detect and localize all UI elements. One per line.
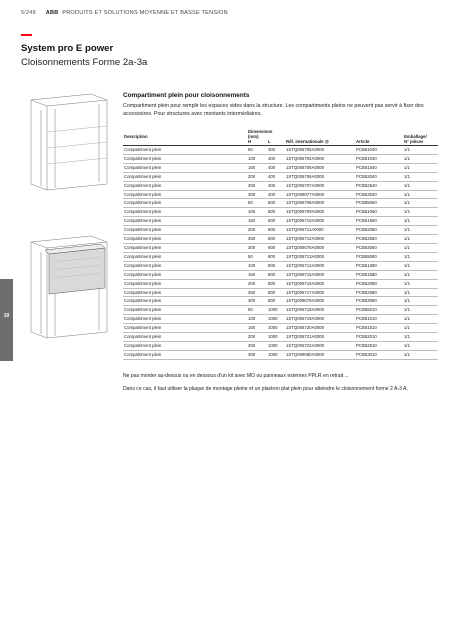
cell-ref: 1STQ009078A0000 — [285, 243, 355, 252]
cell-h: 200 — [247, 333, 267, 342]
cell-article: PCB52060 — [355, 226, 403, 235]
cell-h: 300 — [247, 297, 267, 306]
cell-description: Compartiment plein — [123, 270, 247, 279]
table-row — [123, 146, 438, 155]
cell-h: 250 — [247, 181, 267, 190]
cell-description: Compartiment plein — [123, 163, 247, 172]
cell-article: PCB53040 — [355, 190, 403, 199]
cell-l: 1000 — [267, 350, 285, 359]
cell-l: 400 — [267, 154, 285, 163]
cell-l: 1000 — [267, 306, 285, 315]
table-row — [123, 288, 438, 297]
cell-description: Compartiment plein — [123, 181, 247, 190]
section-name: PRODUITS ET SOLUTIONS MOYENNE ET BASSE TENSION — [62, 10, 228, 16]
cell-l: 600 — [267, 199, 285, 208]
cabinet-mounting-rails — [41, 104, 99, 188]
header-packaging: Emballage/ — [404, 134, 427, 139]
cell-description: Compartiment plein — [123, 350, 247, 359]
page-number: 5/248 — [21, 10, 36, 16]
table-row — [123, 252, 438, 261]
table-row — [123, 324, 438, 333]
note-alternative: Dans ce cas, il faut utiliser la plaque de montage pleine et un plastron plat plein pour atteindre le cloisonnement forme 2 A-3 A. — [123, 386, 408, 392]
cell-article: PCB52010 — [355, 333, 403, 342]
cell-l: 600 — [267, 217, 285, 226]
chapter-tab — [0, 279, 13, 361]
header-description: Description — [124, 134, 148, 139]
cell-article: PCB52580 — [355, 288, 403, 297]
cell-packaging: 1/1 — [403, 154, 438, 163]
cell-packaging: 1/1 — [403, 146, 438, 155]
cell-packaging: 1/1 — [403, 208, 438, 217]
cell-packaging: 1/1 — [403, 324, 438, 333]
cell-ref: 1STQ009080A0000 — [285, 350, 355, 359]
header-article: Article — [355, 139, 403, 146]
cell-article: PCB55010 — [355, 306, 403, 315]
cell-article: PCB53060 — [355, 243, 403, 252]
page-subtitle: Cloisonnements Forme 2a-3a — [21, 57, 148, 68]
cell-h: 250 — [247, 341, 267, 350]
cell-packaging: 1/1 — [403, 243, 438, 252]
cell-ref: 1STQ006719A0000 — [285, 315, 355, 324]
accent-bar — [21, 34, 32, 36]
cell-l: 1000 — [267, 333, 285, 342]
table-row — [123, 172, 438, 181]
cell-ref: 1STQ006711A0000 — [285, 226, 355, 235]
table-row — [123, 199, 438, 208]
page-header — [21, 10, 228, 16]
cell-packaging: 1/1 — [403, 235, 438, 244]
product-table — [123, 129, 438, 360]
cell-l: 400 — [267, 146, 285, 155]
cell-description: Compartiment plein — [123, 217, 247, 226]
cell-ref: 1STQ006707A0000 — [285, 181, 355, 190]
cell-description: Compartiment plein — [123, 252, 247, 261]
table-row — [123, 315, 438, 324]
cell-h: 300 — [247, 350, 267, 359]
cell-packaging: 1/1 — [403, 163, 438, 172]
cell-packaging: 1/1 — [403, 270, 438, 279]
cell-l: 400 — [267, 163, 285, 172]
cell-ref: 1STQ006706A0000 — [285, 172, 355, 181]
header-l: L — [267, 139, 285, 146]
cell-h: 150 — [247, 324, 267, 333]
header-h: H — [247, 139, 267, 146]
cell-ref: 1STQ006714A0000 — [285, 261, 355, 270]
compartment-panel — [45, 244, 105, 294]
cell-packaging: 1/1 — [403, 226, 438, 235]
cell-description: Compartiment plein — [123, 315, 247, 324]
cell-description: Compartiment plein — [123, 235, 247, 244]
header-dimensions: Dimensions (mm) — [248, 129, 273, 139]
cell-description: Compartiment plein — [123, 199, 247, 208]
cell-h: 100 — [247, 261, 267, 270]
table-header-row-1 — [123, 129, 438, 139]
cell-h: 150 — [247, 217, 267, 226]
cell-description: Compartiment plein — [123, 154, 247, 163]
cell-l: 400 — [267, 172, 285, 181]
cabinet-illustration — [21, 92, 111, 342]
cell-article: PCB51040 — [355, 146, 403, 155]
table-row — [123, 243, 438, 252]
table-row — [123, 341, 438, 350]
cell-article: PCB51580 — [355, 270, 403, 279]
cell-h: 50 — [247, 146, 267, 155]
table-row — [123, 217, 438, 226]
cell-ref: 1STQ006717A0000 — [285, 288, 355, 297]
cell-l: 1000 — [267, 341, 285, 350]
table-row — [123, 279, 438, 288]
cell-ref: 1STQ006718A0000 — [285, 306, 355, 315]
cell-l: 600 — [267, 208, 285, 217]
table-row — [123, 235, 438, 244]
header-ref: Réf. internationale @ — [285, 139, 355, 146]
cell-article: PCB55060 — [355, 199, 403, 208]
cell-article: PCB53010 — [355, 350, 403, 359]
cell-ref: 1STQ006722A0000 — [285, 341, 355, 350]
cell-ref: 1STQ006715A0000 — [285, 270, 355, 279]
cell-h: 200 — [247, 226, 267, 235]
table-row — [123, 261, 438, 270]
cell-article: PCB55080 — [355, 252, 403, 261]
cell-h: 200 — [247, 172, 267, 181]
cell-description: Compartiment plein — [123, 288, 247, 297]
cell-packaging: 1/1 — [403, 288, 438, 297]
table-row — [123, 350, 438, 359]
cell-l: 600 — [267, 235, 285, 244]
cell-packaging: 1/1 — [403, 261, 438, 270]
cabinet-frame-upper — [31, 94, 107, 190]
cell-h: 200 — [247, 279, 267, 288]
cabinet-frame-edges — [31, 100, 107, 190]
cell-description: Compartiment plein — [123, 333, 247, 342]
cell-description: Compartiment plein — [123, 146, 247, 155]
cell-ref: 1STQ006705A0000 — [285, 163, 355, 172]
cell-l: 400 — [267, 190, 285, 199]
cell-description: Compartiment plein — [123, 341, 247, 350]
table-row — [123, 333, 438, 342]
cell-l: 800 — [267, 279, 285, 288]
cell-packaging: 1/1 — [403, 217, 438, 226]
table-row — [123, 181, 438, 190]
cell-h: 300 — [247, 190, 267, 199]
cell-packaging: 1/1 — [403, 190, 438, 199]
cell-description: Compartiment plein — [123, 190, 247, 199]
cell-ref: 1STQ006712A0000 — [285, 235, 355, 244]
cell-article: PCB52080 — [355, 279, 403, 288]
cell-l: 600 — [267, 243, 285, 252]
table-row — [123, 270, 438, 279]
cell-packaging: 1/1 — [403, 341, 438, 350]
table-row — [123, 306, 438, 315]
cell-article: PCB52040 — [355, 172, 403, 181]
cell-l: 800 — [267, 297, 285, 306]
cell-description: Compartiment plein — [123, 279, 247, 288]
cell-h: 50 — [247, 199, 267, 208]
chapter-tab-label: 10 — [3, 313, 10, 319]
section-description: Compartiment plein pour remplir les espaces vides dans la structure. Les compartiments pleins ne peuvent pas servir à fixer des accessoires. Pour structures avec montants intermédiaires. — [123, 103, 424, 117]
cell-ref: 1STQ006713A0000 — [285, 252, 355, 261]
cell-h: 100 — [247, 315, 267, 324]
cell-article: PCB52510 — [355, 341, 403, 350]
cell-description: Compartiment plein — [123, 261, 247, 270]
cell-ref: 1STQ006705A0000 — [285, 146, 355, 155]
cell-article: PCB61040 — [355, 154, 403, 163]
cell-l: 1000 — [267, 315, 285, 324]
cell-h: 150 — [247, 270, 267, 279]
cell-h: 50 — [247, 306, 267, 315]
header-packaging-count: N° pièces — [403, 139, 438, 146]
cell-article: PCB51060 — [355, 208, 403, 217]
cell-description: Compartiment plein — [123, 297, 247, 306]
cell-description: Compartiment plein — [123, 306, 247, 315]
cell-packaging: 1/1 — [403, 306, 438, 315]
cell-packaging: 1/1 — [403, 297, 438, 306]
cell-description: Compartiment plein — [123, 172, 247, 181]
cell-ref: 1STQ006704A0000 — [285, 154, 355, 163]
cell-ref: 1STQ006710A0000 — [285, 217, 355, 226]
table-row — [123, 190, 438, 199]
cell-l: 400 — [267, 181, 285, 190]
cell-description: Compartiment plein — [123, 243, 247, 252]
cell-description: Compartiment plein — [123, 208, 247, 217]
cell-article: PCB51540 — [355, 163, 403, 172]
brand-logo-text: ABB — [45, 10, 59, 16]
cell-packaging: 1/1 — [403, 252, 438, 261]
cell-l: 800 — [267, 261, 285, 270]
cell-packaging: 1/1 — [403, 181, 438, 190]
cell-article: PCB51080 — [355, 261, 403, 270]
cell-packaging: 1/1 — [403, 315, 438, 324]
cell-ref: 1STQ009077A0000 — [285, 190, 355, 199]
cell-packaging: 1/1 — [403, 279, 438, 288]
cell-article: PCB52540 — [355, 181, 403, 190]
cell-ref: 1STQ009079A0000 — [285, 297, 355, 306]
cell-article: PCB51560 — [355, 217, 403, 226]
table-row — [123, 297, 438, 306]
table-row — [123, 154, 438, 163]
cell-description: Compartiment plein — [123, 324, 247, 333]
cell-article: PCB52560 — [355, 235, 403, 244]
note-mounting: Ne pas monter au-dessus ou en dessous d'un kit avec MO ou panneaux externes PPLR en retrait ... — [123, 373, 349, 379]
cell-ref: 1STQ006716A0000 — [285, 279, 355, 288]
cell-h: 100 — [247, 154, 267, 163]
cell-article: PCB51010 — [355, 315, 403, 324]
cell-packaging: 1/1 — [403, 333, 438, 342]
cell-packaging: 1/1 — [403, 199, 438, 208]
cell-h: 250 — [247, 235, 267, 244]
cell-article: PCB51510 — [355, 324, 403, 333]
section-title: Compartiment plein pour cloisonnements — [123, 92, 250, 99]
cell-packaging: 1/1 — [403, 172, 438, 181]
cell-h: 300 — [247, 243, 267, 252]
cell-ref: 1STQ006708A0000 — [285, 199, 355, 208]
cell-h: 250 — [247, 288, 267, 297]
cell-h: 150 — [247, 163, 267, 172]
table-row — [123, 226, 438, 235]
cell-ref: 1STQ006721A0000 — [285, 333, 355, 342]
cell-ref: 1STQ006709A0000 — [285, 208, 355, 217]
table-row — [123, 163, 438, 172]
cell-l: 800 — [267, 288, 285, 297]
cell-description: Compartiment plein — [123, 226, 247, 235]
cell-l: 800 — [267, 270, 285, 279]
cell-article: PCB53080 — [355, 297, 403, 306]
cell-packaging: 1/1 — [403, 350, 438, 359]
page-title: System pro E power — [21, 43, 114, 54]
cell-h: 100 — [247, 208, 267, 217]
cell-l: 800 — [267, 252, 285, 261]
table-row — [123, 208, 438, 217]
cell-l: 600 — [267, 226, 285, 235]
cell-h: 50 — [247, 252, 267, 261]
cell-ref: 1STQ006720A0000 — [285, 324, 355, 333]
cell-l: 1000 — [267, 324, 285, 333]
